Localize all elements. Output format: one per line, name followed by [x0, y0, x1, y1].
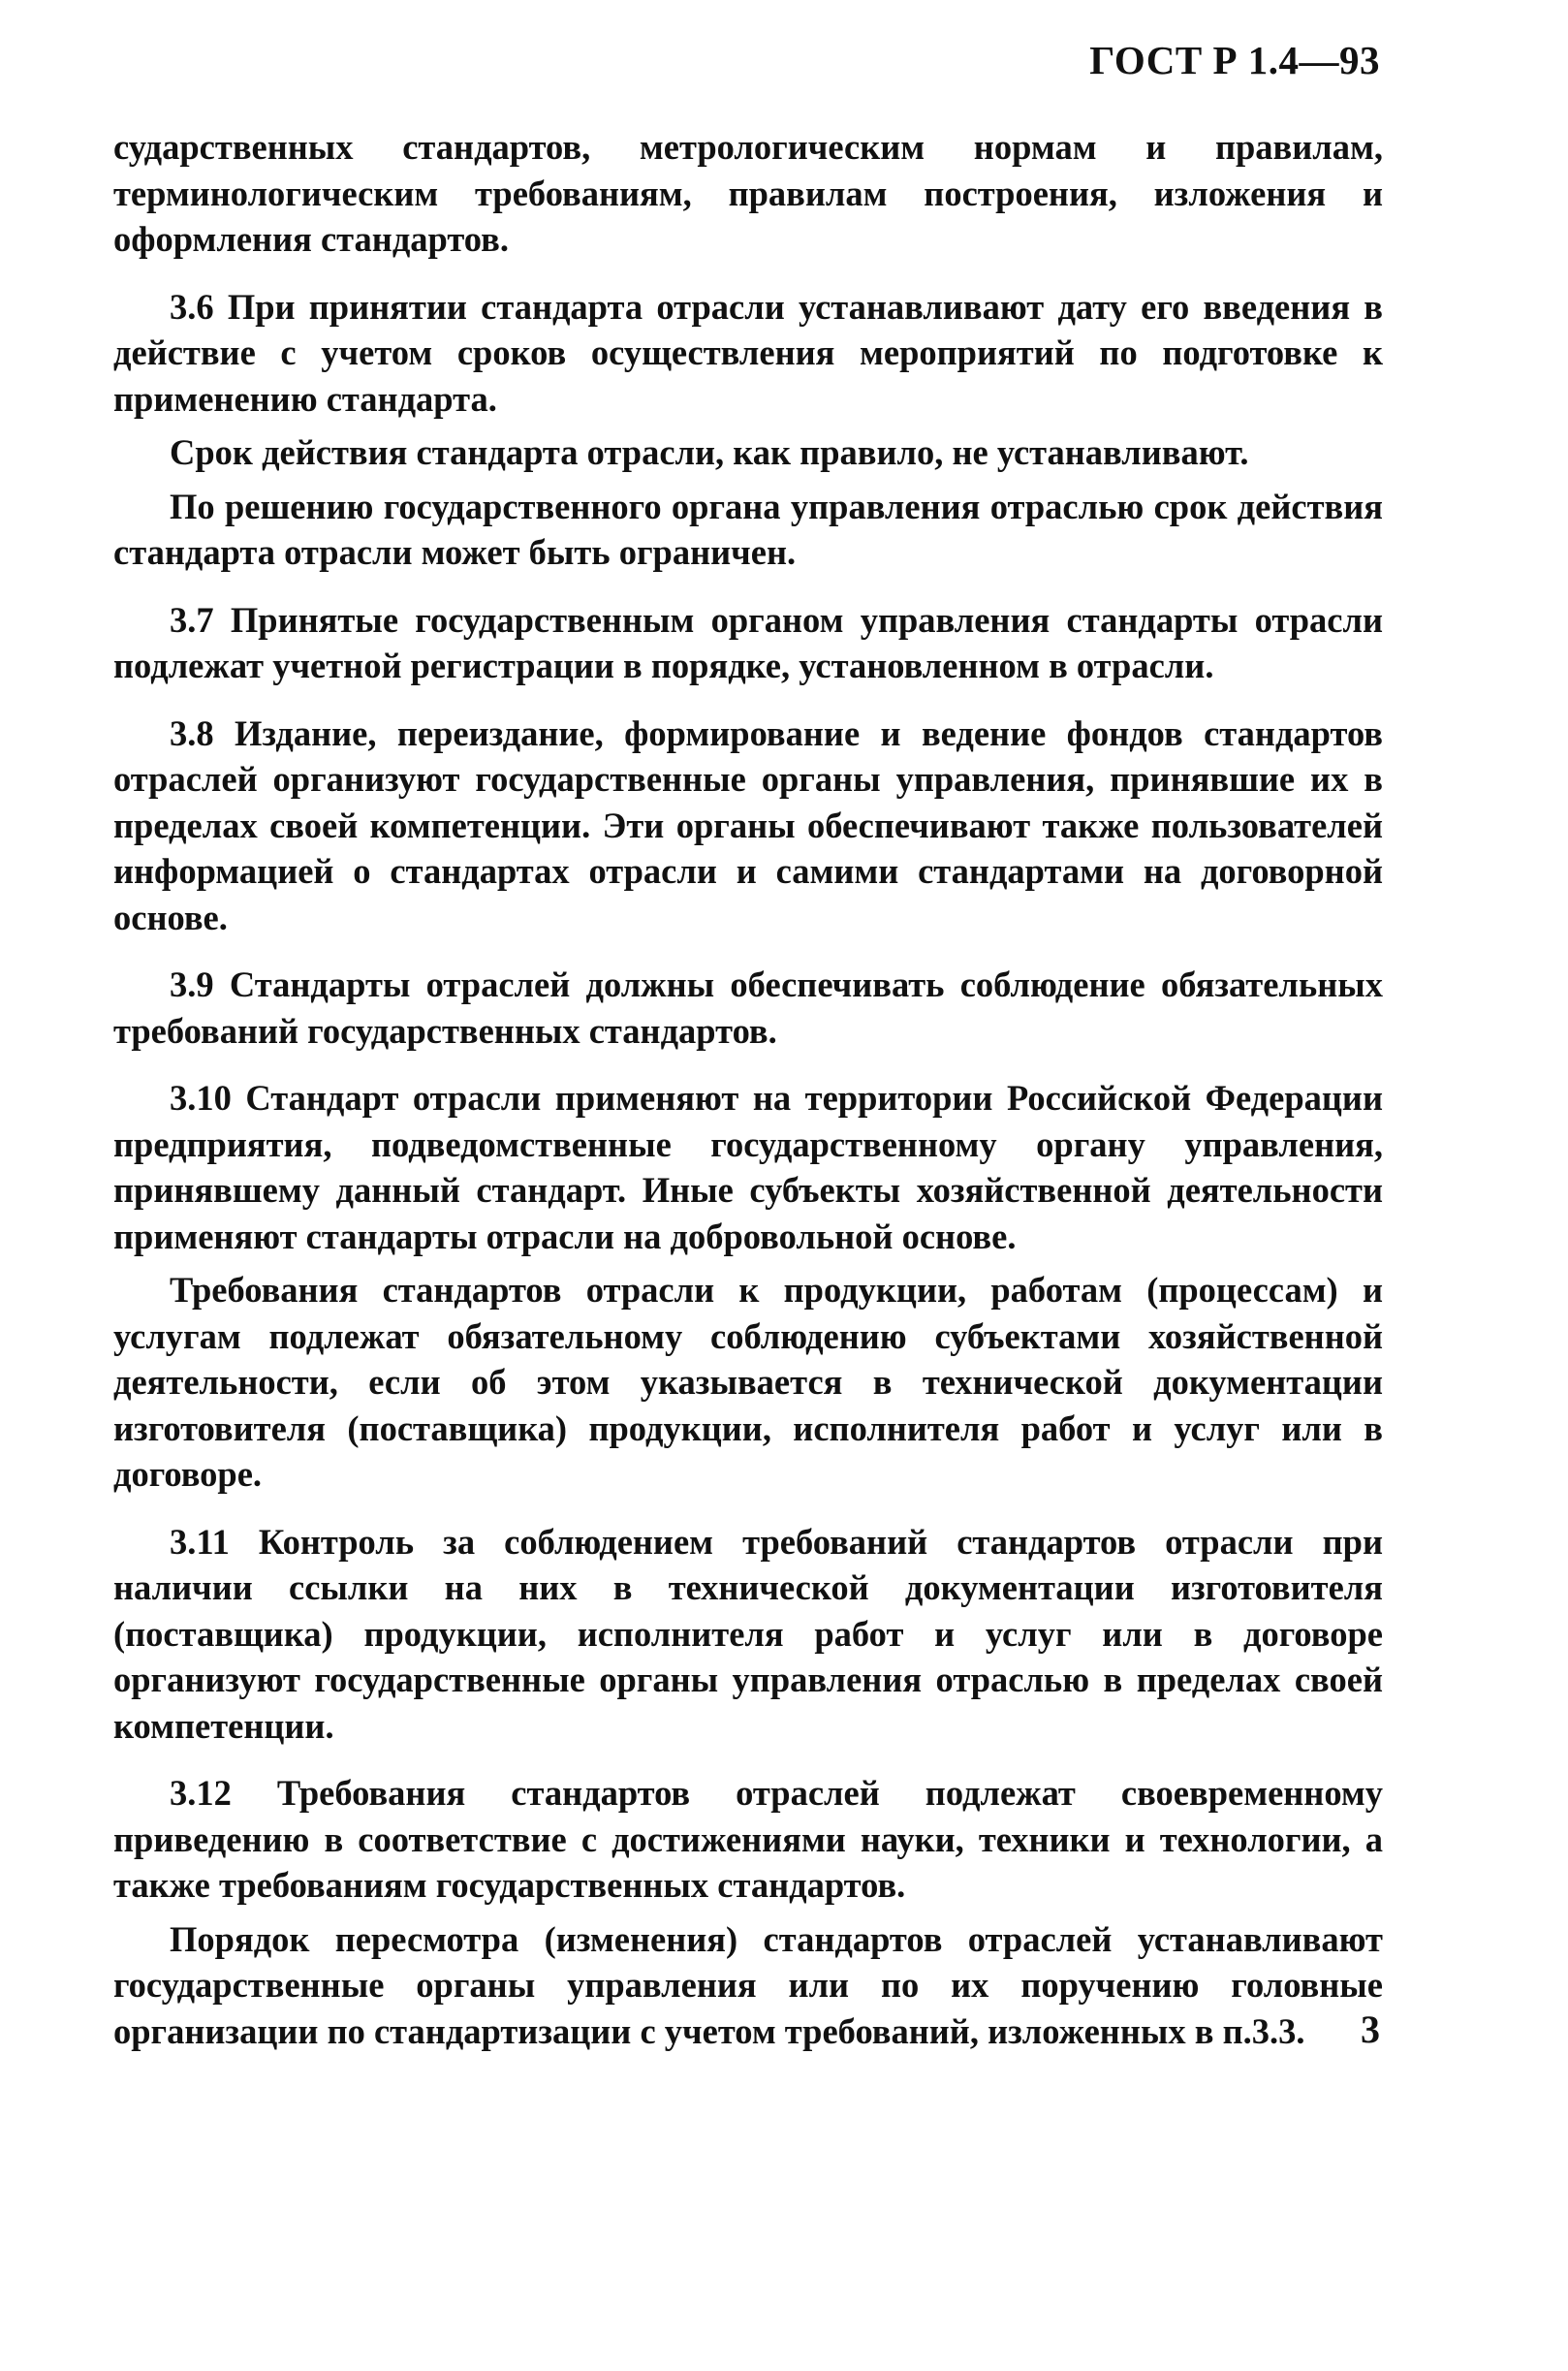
paragraph-continuation: сударственных стандартов, метрологическим нормам и правилам, терминологическим требованиям, правилам построения, изложения и оформления стандартов. — [113, 127, 1383, 259]
paragraph-3-12: 3.12 Требования стандартов отраслей подлежат своевременному приведению в соответствие с достижениями науки, техники и технологии, а также требованиям государственных стандартов. — [113, 1773, 1383, 1905]
paragraph-revision-procedure: Порядок пересмотра (изменения) стандартов отраслей устанавливают государственные органы управления или по их поручению головные организации по стандартизации с учетом требований, изложенных в п.3.3. — [113, 1918, 1383, 2051]
paragraph-3-10: 3.10 Стандарт отрасли применяют на территории Российской Федерации предприятия, подведомственные государственному органу управления, принявшему данный стандарт. Иные субъекты хозяйственной деятельности применяют стандарты отрасли на добровольной основе. — [113, 1078, 1383, 1256]
paragraph-validity-period: Срок действия стандарта отрасли, как правило, не устанавливают. — [170, 432, 1249, 472]
document-body — [113, 124, 1383, 2054]
paragraph-3-9: 3.9 Стандарты отраслей должны обеспечивать соблюдение обязательных требований государственных стандартов. — [113, 964, 1383, 1051]
paragraph-3-11: 3.11 Контроль за соблюдением требований стандартов отрасли при наличии ссылки на них в технической документации изготовителя (поставщика) продукции, исполнителя работ и услуг или в договоре организуют государственные органы управления отраслью в пределах своей компетенции. — [113, 1521, 1383, 1746]
page-number: 3 — [1361, 2007, 1380, 2051]
standard-code-header: ГОСТ Р 1.4—93 — [1089, 38, 1380, 82]
paragraph-validity-limit: По решению государственного органа управления отраслью срок действия стандарта отрасли может быть ограничен. — [113, 486, 1383, 572]
paragraph-3-6: 3.6 При принятии стандарта отрасли устанавливают дату его введения в действие с учетом сроков осуществления мероприятий по подготовке к применению стандарта. — [113, 286, 1383, 419]
paragraph-3-7: 3.7 Принятые государственным органом управления стандарты отрасли подлежат учетной регистрации в порядке, установленном в отрасли. — [113, 599, 1383, 685]
paragraph-3-8: 3.8 Издание, переиздание, формирование и ведение фондов стандартов отраслей организуют государственные органы управления, принявшие их в пределах своей компетенции. Эти органы обеспечивают также пользователей информацией о стандартах отрасли и самими стандартами на договорной основе. — [113, 712, 1383, 937]
paragraph-requirements: Требования стандартов отрасли к продукции, работам (процессам) и услугам подлежат обязательному соблюдению субъектами хозяйственной деятельности, если об этом указывается в технической документации изготовителя (поставщика) продукции, исполнителя работ и услуг или в договоре. — [113, 1270, 1383, 1494]
